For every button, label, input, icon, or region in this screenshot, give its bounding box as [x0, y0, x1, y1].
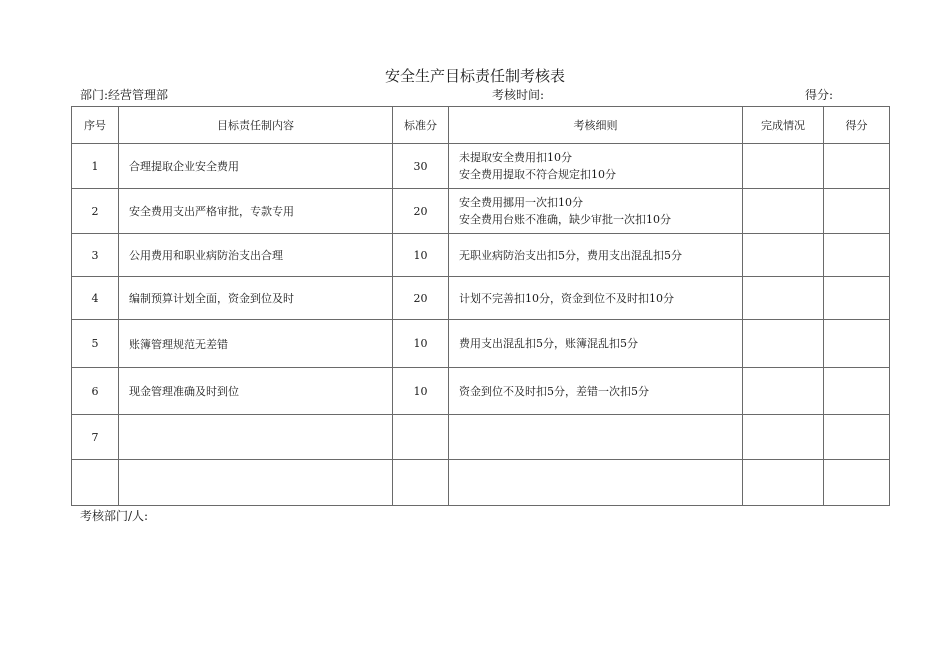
- cell-standard: [393, 460, 449, 506]
- cell-content: 安全费用支出严格审批，专款专用: [119, 189, 393, 234]
- header-score: 得分: [824, 107, 890, 144]
- cell-no: 5: [72, 320, 119, 368]
- cell-details: [449, 415, 743, 460]
- cell-no: 2: [72, 189, 119, 234]
- cell-details: [449, 460, 743, 506]
- page-title: 安全生产目标责任制考核表: [384, 67, 565, 85]
- cell-status: [743, 368, 824, 415]
- table-body: [72, 144, 890, 506]
- cell-details: [449, 320, 743, 368]
- cell-content: 编制预算计划全面，资金到位及时: [119, 277, 393, 320]
- table-row: [72, 415, 890, 460]
- cell-score: [824, 320, 890, 368]
- cell-status: [743, 189, 824, 234]
- cell-standard: 10: [393, 368, 449, 415]
- cell-standard: 20: [393, 277, 449, 320]
- table-row: [72, 320, 890, 368]
- detail-line: 安全费用台账不准确，缺少审批一次扣10分: [459, 213, 671, 226]
- cell-standard: [393, 415, 449, 460]
- table-row: [72, 277, 890, 320]
- detail-line: 安全费用挪用一次扣10分: [459, 196, 583, 209]
- header-status: 完成情况: [743, 107, 824, 144]
- table-row: [72, 368, 890, 415]
- table-row: [72, 234, 890, 277]
- cell-no: 1: [72, 144, 119, 189]
- table-row: [72, 460, 890, 506]
- cell-content: 公用费用和职业病防治支出合理: [119, 234, 393, 277]
- assessment-table: [71, 106, 890, 506]
- cell-details: [449, 277, 743, 320]
- cell-no: 6: [72, 368, 119, 415]
- cell-content: 账簿管理规范无差错: [119, 320, 393, 368]
- cell-no: 3: [72, 234, 119, 277]
- detail-line: 安全费用提取不符合规定扣10分: [459, 168, 616, 181]
- cell-no: 7: [72, 415, 119, 460]
- cell-score: [824, 415, 890, 460]
- cell-no: [72, 460, 119, 506]
- cell-details: [449, 368, 743, 415]
- assessment-time-label: 考核时间:: [492, 88, 545, 100]
- cell-status: [743, 460, 824, 506]
- cell-standard: 30: [393, 144, 449, 189]
- meta-row: [0, 88, 950, 100]
- cell-score: [824, 144, 890, 189]
- detail-line: 计划不完善扣10分，资金到位不及时扣10分: [459, 291, 674, 305]
- cell-score: [824, 460, 890, 506]
- header-standard: 标准分: [393, 107, 449, 144]
- department-label: 部门:经营管理部: [80, 88, 169, 100]
- cell-status: [743, 415, 824, 460]
- header-details: 考核细则: [449, 107, 743, 144]
- cell-content: [119, 415, 393, 460]
- table-row: [72, 189, 890, 234]
- cell-details: [449, 189, 743, 234]
- detail-line: 未提取安全费用扣10分: [459, 151, 572, 164]
- cell-content: 合理提取企业安全费用: [119, 144, 393, 189]
- cell-standard: 20: [393, 189, 449, 234]
- cell-score: [824, 234, 890, 277]
- cell-details: [449, 144, 743, 189]
- table-header-row: [72, 107, 890, 144]
- cell-score: [824, 189, 890, 234]
- table-row: [72, 144, 890, 189]
- cell-content: [119, 460, 393, 506]
- cell-status: [743, 234, 824, 277]
- cell-score: [824, 368, 890, 415]
- header-content: 目标责任制内容: [119, 107, 393, 144]
- detail-line: 无职业病防治支出扣5分，费用支出混乱扣5分: [459, 248, 682, 262]
- cell-status: [743, 144, 824, 189]
- cell-status: [743, 320, 824, 368]
- assessor-label: 考核部门/人:: [80, 509, 149, 523]
- cell-content: 现金管理准确及时到位: [119, 368, 393, 415]
- cell-details: [449, 234, 743, 277]
- detail-line: 资金到位不及时扣5分，差错一次扣5分: [459, 384, 649, 398]
- cell-standard: 10: [393, 234, 449, 277]
- header-no: 序号: [72, 107, 119, 144]
- cell-status: [743, 277, 824, 320]
- cell-no: 4: [72, 277, 119, 320]
- total-score-label: 得分:: [805, 88, 834, 100]
- cell-standard: 10: [393, 320, 449, 368]
- cell-score: [824, 277, 890, 320]
- detail-line: 费用支出混乱扣5分，账簿混乱扣5分: [459, 337, 638, 350]
